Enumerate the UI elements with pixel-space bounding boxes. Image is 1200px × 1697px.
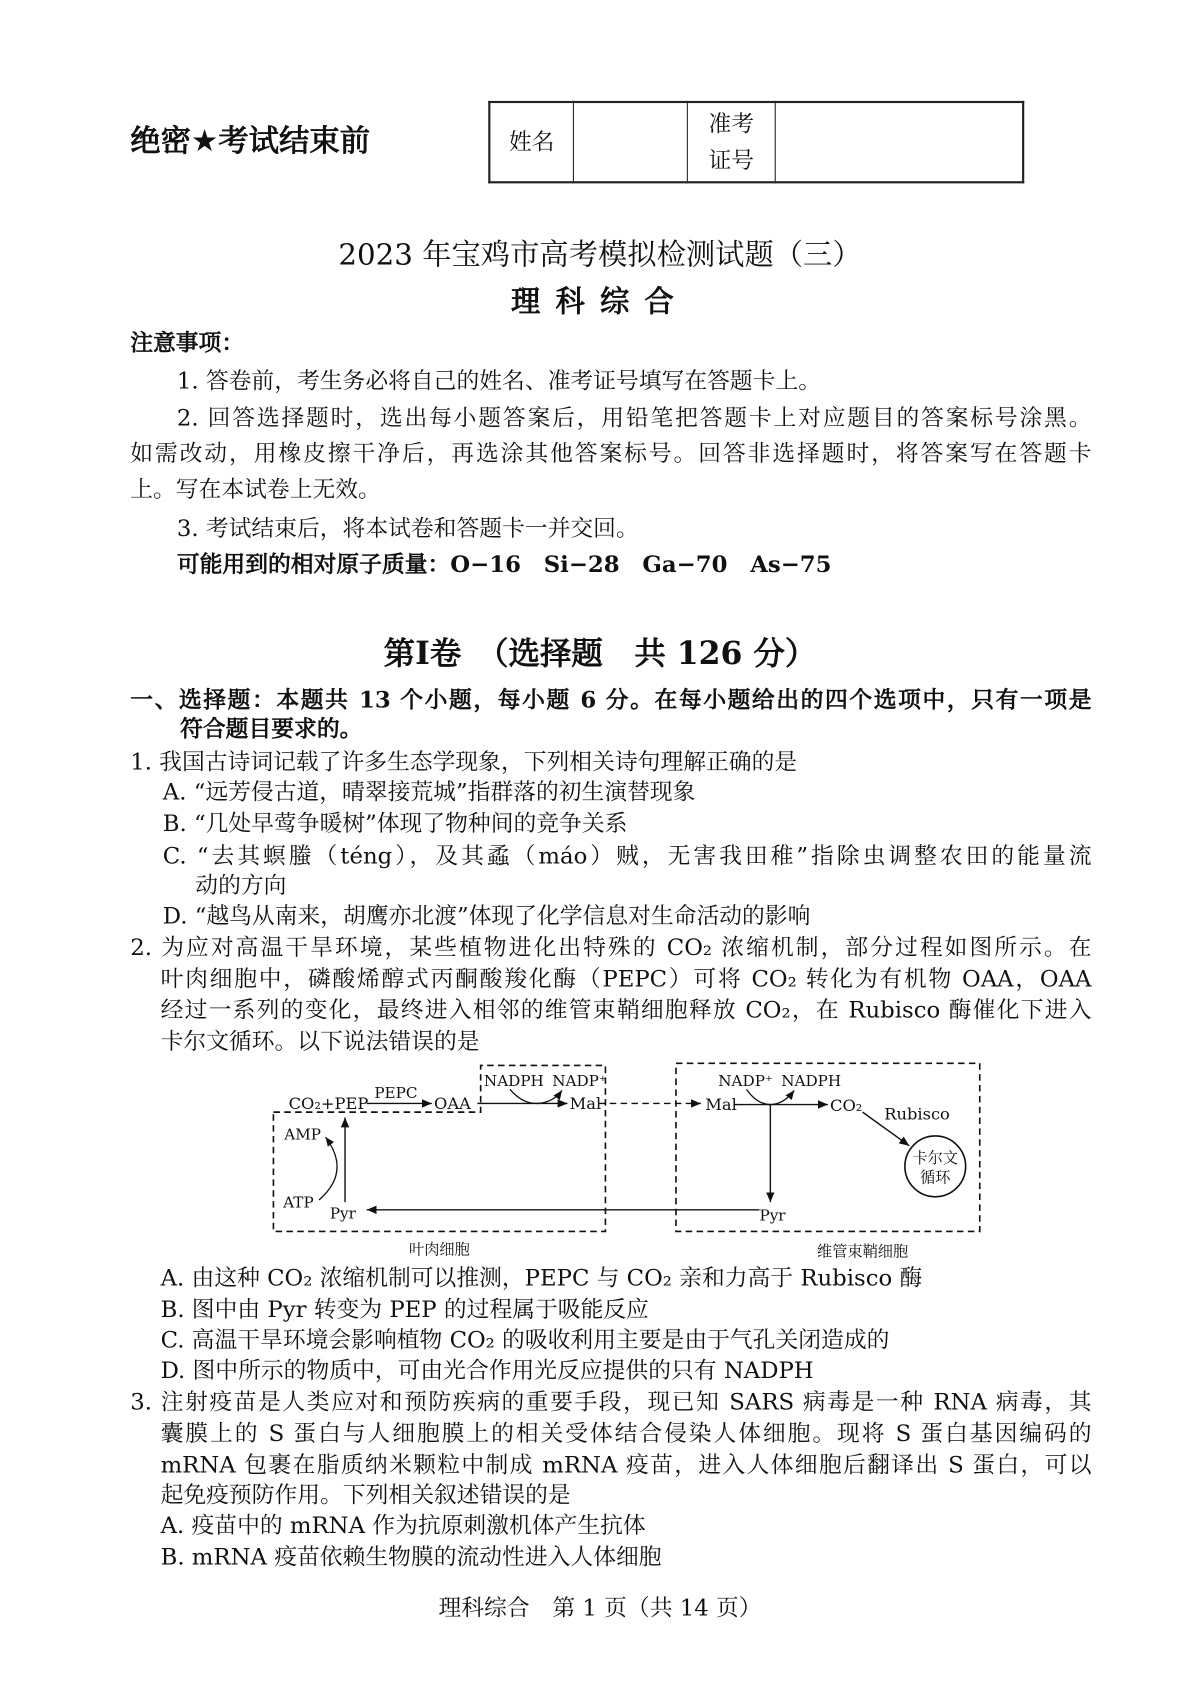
pepc-label: PEPC bbox=[374, 1084, 418, 1103]
question-1-stem: 1. 我国古诗词记载了许多生态学现象，下列相关诗句理解正确的是 bbox=[130, 748, 798, 775]
pyr-left-label: Pyr bbox=[329, 1204, 356, 1223]
pyr-right-label: Pyr bbox=[759, 1206, 786, 1225]
nadph-curve-left bbox=[510, 1089, 562, 1103]
page-footer: 理科综合 第 1 页（共 14 页） bbox=[438, 1594, 762, 1621]
exam-id-field[interactable] bbox=[775, 102, 1023, 182]
note-line: 2. 回答选择题时，选出每小题答案后，用铅笔把答题卡上对应题目的答案标号涂黑。 bbox=[176, 404, 1092, 431]
option-c: C. “去其螟螣（téng），及其蟊（máo）贼，无害我田稚”指除虫调整农田的能量流 bbox=[162, 843, 1092, 870]
c4-pathway-diagram bbox=[260, 1058, 998, 1264]
nadp-curve-right bbox=[746, 1089, 794, 1104]
nadph-left-label: NADPH bbox=[483, 1072, 544, 1091]
exam-id-label-1: 准考 bbox=[708, 110, 755, 137]
notes-heading: 注意事项： bbox=[130, 329, 245, 356]
option-b: B. mRNA 疫苗依赖生物膜的流动性进入人体细胞 bbox=[160, 1543, 662, 1570]
question-2-stem: 2. 为应对高温干旱环境，某些植物进化出特殊的 CO₂ 浓缩机制，部分过程如图所示。在 bbox=[130, 934, 1092, 961]
question-2-stem: 经过一系列的变化，最终进入相邻的维管束鞘细胞释放 CO₂，在 Rubisco 酶催化下进入 bbox=[160, 997, 1092, 1024]
exam-id-label bbox=[687, 102, 775, 182]
note-line: 3. 考试结束后，将本试卷和答题卡一并交回。 bbox=[176, 515, 639, 542]
rubisco-label: Rubisco bbox=[884, 1104, 950, 1124]
option-b: B. 图中由 Pyr 转变为 PEP 的过程属于吸能反应 bbox=[160, 1296, 649, 1323]
atp-label: ATP bbox=[283, 1193, 314, 1212]
section-instruction: 符合题目要求的。 bbox=[180, 715, 363, 743]
candidate-info-table bbox=[488, 101, 1024, 183]
nadp-left-label: NADP⁺ bbox=[552, 1072, 607, 1091]
mal-right-label: Mal bbox=[705, 1094, 737, 1114]
question-2-stem: 叶肉细胞中，磷酸烯醇式丙酮酸羧化酶（PEPC）可将 CO₂ 转化为有机物 OAA，OAA bbox=[160, 965, 1092, 992]
bundle-sheath-cell-label: 维管束鞘细胞 bbox=[817, 1242, 909, 1261]
nadph-right-label: NADPH bbox=[781, 1072, 842, 1091]
note-line: 1. 答卷前，考生务必将自己的姓名、准考证号填写在答题卡上。 bbox=[176, 367, 822, 394]
atomic-mass-line: 可能用到的相对原子质量：O−16 Si−28 Ga−70 As−75 bbox=[176, 550, 832, 578]
exam-title: 2023 年宝鸡市高考模拟检测试题（三） bbox=[338, 238, 862, 273]
option-c: C. 高温干旱环境会影响植物 CO₂ 的吸收利用主要是由于气孔关闭造成的 bbox=[160, 1326, 890, 1353]
question-2-stem: 卡尔文循环。以下说法错误的是 bbox=[160, 1028, 480, 1055]
section-instruction: 一、选择题：本题共 13 个小题，每小题 6 分。在每小题给出的四个选项中，只有一项是 bbox=[130, 685, 1092, 713]
amp-label: AMP bbox=[284, 1125, 322, 1144]
option-a: A. “远芳侵古道，晴翠接荒城”指群落的初生演替现象 bbox=[162, 779, 696, 806]
question-3-stem: 起免疫预防作用。下列相关叙述错误的是 bbox=[160, 1482, 571, 1509]
name-label: 姓名 bbox=[489, 102, 573, 182]
atp-amp-curve bbox=[319, 1137, 337, 1200]
exam-id-label-2: 证号 bbox=[708, 147, 755, 174]
name-field[interactable] bbox=[573, 102, 687, 182]
calvin-label-1: 卡尔文 bbox=[912, 1149, 959, 1168]
option-b: B. “几处早莺争暖树”体现了物种间的竞争关系 bbox=[162, 810, 628, 837]
volume-title: 第Ⅰ卷 （选择题 共 126 分） bbox=[383, 634, 817, 672]
oaa-label: OAA bbox=[433, 1093, 471, 1113]
mesophyll-cell-border bbox=[273, 1065, 605, 1231]
mesophyll-cell-label: 叶肉细胞 bbox=[409, 1240, 470, 1259]
question-3-stem: 囊膜上的 S 蛋白与人细胞膜上的相关受体结合侵染人体细胞。现将 S 蛋白基因编码的 bbox=[160, 1420, 1092, 1447]
exam-subtitle: 理科综合 bbox=[511, 285, 689, 319]
option-c-cont: 动的方向 bbox=[195, 872, 287, 899]
co2-pep-label: CO₂+PEP bbox=[288, 1093, 369, 1113]
calvin-label-2: 循环 bbox=[920, 1168, 951, 1187]
co2-right-label: CO₂ bbox=[830, 1096, 863, 1116]
option-d: D. “越鸟从南来，胡鹰亦北渡”体现了化学信息对生命活动的影响 bbox=[162, 902, 811, 929]
question-3-stem: mRNA 包裹在脂质纳米颗粒中制成 mRNA 疫苗，进入人体细胞后翻译出 S 蛋白，可以 bbox=[160, 1451, 1092, 1478]
option-a: A. 由这种 CO₂ 浓缩机制可以推测，PEPC 与 CO₂ 亲和力高于 Rubisco 酶 bbox=[160, 1265, 923, 1292]
question-3-stem: 3. 注射疫苗是人类应对和预防疾病的重要手段，现已知 SARS 病毒是一种 RNA 病毒，其 bbox=[130, 1388, 1092, 1415]
confidential-label: 绝密★考试结束前 bbox=[130, 122, 371, 159]
nadp-right-label: NADP⁺ bbox=[718, 1072, 773, 1091]
option-a: A. 疫苗中的 mRNA 作为抗原刺激机体产生抗体 bbox=[160, 1512, 646, 1539]
note-line: 上。写在本试卷上无效。 bbox=[130, 476, 381, 503]
option-d: D. 图中所示的物质中，可由光合作用光反应提供的只有 NADPH bbox=[160, 1357, 814, 1384]
mal-left-label: Mal bbox=[569, 1093, 602, 1113]
note-line: 如需改动，用橡皮擦干净后，再选涂其他答案标号。回答非选择题时，将答案写在答题卡 bbox=[130, 440, 1092, 467]
